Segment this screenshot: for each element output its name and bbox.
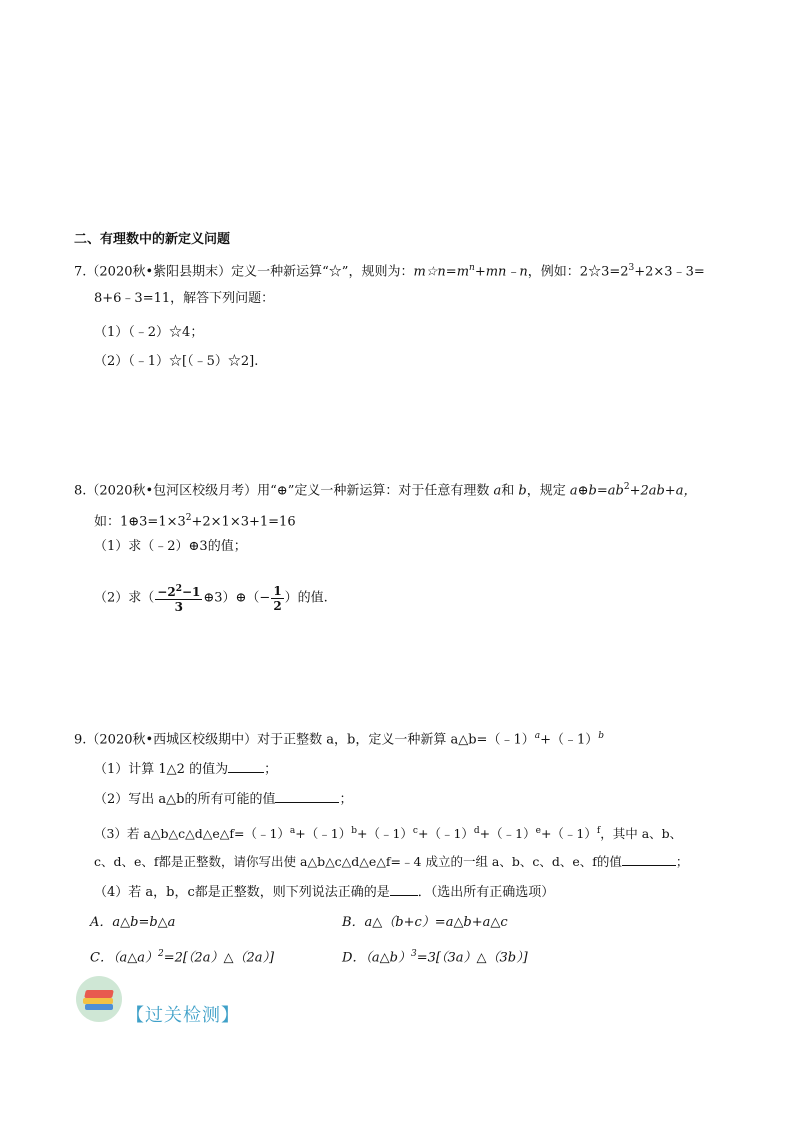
q9-p3-term-2: +（﹣1）: [356, 826, 413, 842]
q8-and: 和: [501, 483, 515, 499]
q9-p3-sup-3: c: [412, 826, 418, 836]
q7-formula-sup: n: [469, 263, 475, 273]
q8-var-a: a: [493, 483, 502, 499]
q7-line1: [74, 259, 705, 281]
q9-optd-pre: D．（a△b）: [342, 950, 411, 966]
q9-p3-term-5: +（﹣1）: [540, 826, 597, 842]
q8-line1: [74, 478, 696, 500]
q9-part3-end: ；: [675, 854, 689, 869]
q8-fraction-2: [271, 584, 283, 613]
q9-optc-post: =2[（2a）△（2a）]: [163, 950, 275, 966]
q7-example-sup: 3: [628, 263, 635, 273]
q9-p3-sup-2: b: [351, 826, 357, 836]
q9-plus: +（﹣1）: [540, 732, 599, 748]
q9-part2: [94, 790, 353, 809]
q8-frac2-num: 1: [273, 583, 282, 598]
q9-part3-blank[interactable]: [622, 853, 676, 866]
q7-line2: 8+6﹣3=11，解答下列问题：: [94, 291, 275, 306]
q9-part4: [94, 883, 554, 902]
q7-part2: （2）（﹣1）☆[（﹣5）☆2].: [94, 354, 259, 369]
q7-part1: （1）（﹣2）☆4；: [94, 325, 204, 340]
q9-p3-sup-4: d: [473, 826, 480, 836]
q9-part1: [94, 760, 277, 779]
q9-p3-sup-1: a: [289, 826, 296, 836]
q9-part1-text: （1）计算 1△2 的值为: [94, 762, 229, 777]
q8-frac1-den: 3: [174, 600, 183, 614]
q8-example: 如：1⊕3=1×3: [94, 514, 186, 530]
q9-part3-text: （3）若 a△b△c△d△e△f=（﹣1）: [94, 826, 290, 842]
q9-sup-b: b: [598, 731, 605, 741]
books-icon: [76, 976, 122, 1022]
q8-rule: ，规定: [526, 483, 566, 499]
q8-frac1-num-sup: 2: [175, 584, 182, 594]
q9-text: 9.（2020秋•西城区校级期中）对于正整数 a，b，定义一种新算 a△b=（﹣1）: [74, 732, 535, 748]
q9-option-a: A．a△b=b△a: [90, 915, 176, 930]
q9-p3-term-3: +（﹣1）: [417, 826, 474, 842]
q8-part2-pre: （2）求（: [94, 590, 155, 606]
q8-part2: [94, 582, 328, 614]
q8-example-rest: +2×1×3+1=16: [191, 514, 296, 530]
q7-formula: m☆n=m: [413, 264, 470, 280]
q9-p3-sup-6: f: [596, 826, 601, 836]
section-label-check: 【过关检测】: [126, 1005, 240, 1026]
q8-text: 8.（2020秋•包河区校级月考）用“⊕”定义一种新运算：对于任意有理数: [74, 483, 490, 499]
q8-part2-post: ）的值.: [284, 590, 328, 606]
q8-fraction-1: [155, 582, 202, 614]
q7-text: 7.（2020秋•紫阳县期末）定义一种新运算“☆”，规则为：: [74, 264, 414, 280]
q7-example-rest: +2×3﹣3=: [634, 264, 705, 280]
q9-option-c: [90, 945, 274, 967]
q9-p3-term-6: ，其中 a、b、: [600, 826, 683, 842]
q9-option-b: B．a△（b+c）=a△b+a△c: [342, 915, 508, 930]
q8-formula-rest: +2ab+a，: [629, 483, 697, 499]
q9-part2-blank[interactable]: [275, 790, 339, 803]
q9-p3-term-4: +（﹣1）: [479, 826, 536, 842]
q9-part3-line1: [94, 822, 682, 843]
q8-formula: a⊕b=ab: [569, 483, 624, 499]
q9-option-d: [342, 945, 528, 967]
q8-part1: （1）求（﹣2）⊕3的值；: [94, 539, 247, 554]
q9-part4-blank[interactable]: [390, 883, 418, 896]
q8-frac1-num: −2: [157, 585, 176, 599]
q9-sup-a: a: [534, 731, 541, 741]
q9-p3-sup-5: e: [535, 826, 541, 836]
q7-example: ，例如：2☆3=2: [527, 264, 629, 280]
q9-optd-post: =3[（3a）△（3b）]: [416, 950, 528, 966]
q9-part2-text: （2）写出 a△b的所有可能的值: [94, 792, 276, 807]
q9-part2-end: ；: [339, 792, 353, 807]
q9-optc-sup: 2: [157, 949, 164, 959]
q9-part3-text2: c、d、e、f都是正整数，请你写出使 a△b△c△d△e△f=﹣4 成立的一组 a、b、c、d、e、f的值: [94, 854, 622, 869]
q8-frac1-num-rest: −1: [181, 585, 201, 599]
q9-line1: [74, 727, 604, 749]
q9-p3-term-1: +（﹣1）: [295, 826, 352, 842]
q9-optd-sup: 3: [411, 949, 417, 959]
q9-part1-blank[interactable]: [228, 760, 264, 773]
q8-frac2-den: 2: [273, 598, 282, 613]
q9-part3-line2: [94, 853, 688, 871]
q8-formula-sup: 2: [623, 482, 630, 492]
q8-part2-mid: ⊕3）⊕（−: [203, 590, 271, 606]
q8-example-sup: 2: [185, 513, 192, 523]
q7-formula-rest: +mn﹣n: [474, 264, 528, 280]
q9-optc-pre: C．（a△a）: [90, 950, 158, 966]
q9-part1-end: ；: [264, 762, 278, 777]
section-title: 二、有理数中的新定义问题: [74, 232, 231, 247]
q8-line2: [94, 509, 296, 531]
q8-var-b: b: [518, 483, 527, 499]
q9-part4-text: （4）若 a，b，c都是正整数，则下列说法正确的是: [94, 885, 390, 900]
q9-part4-end: ．（选出所有正确选项）: [417, 885, 555, 900]
